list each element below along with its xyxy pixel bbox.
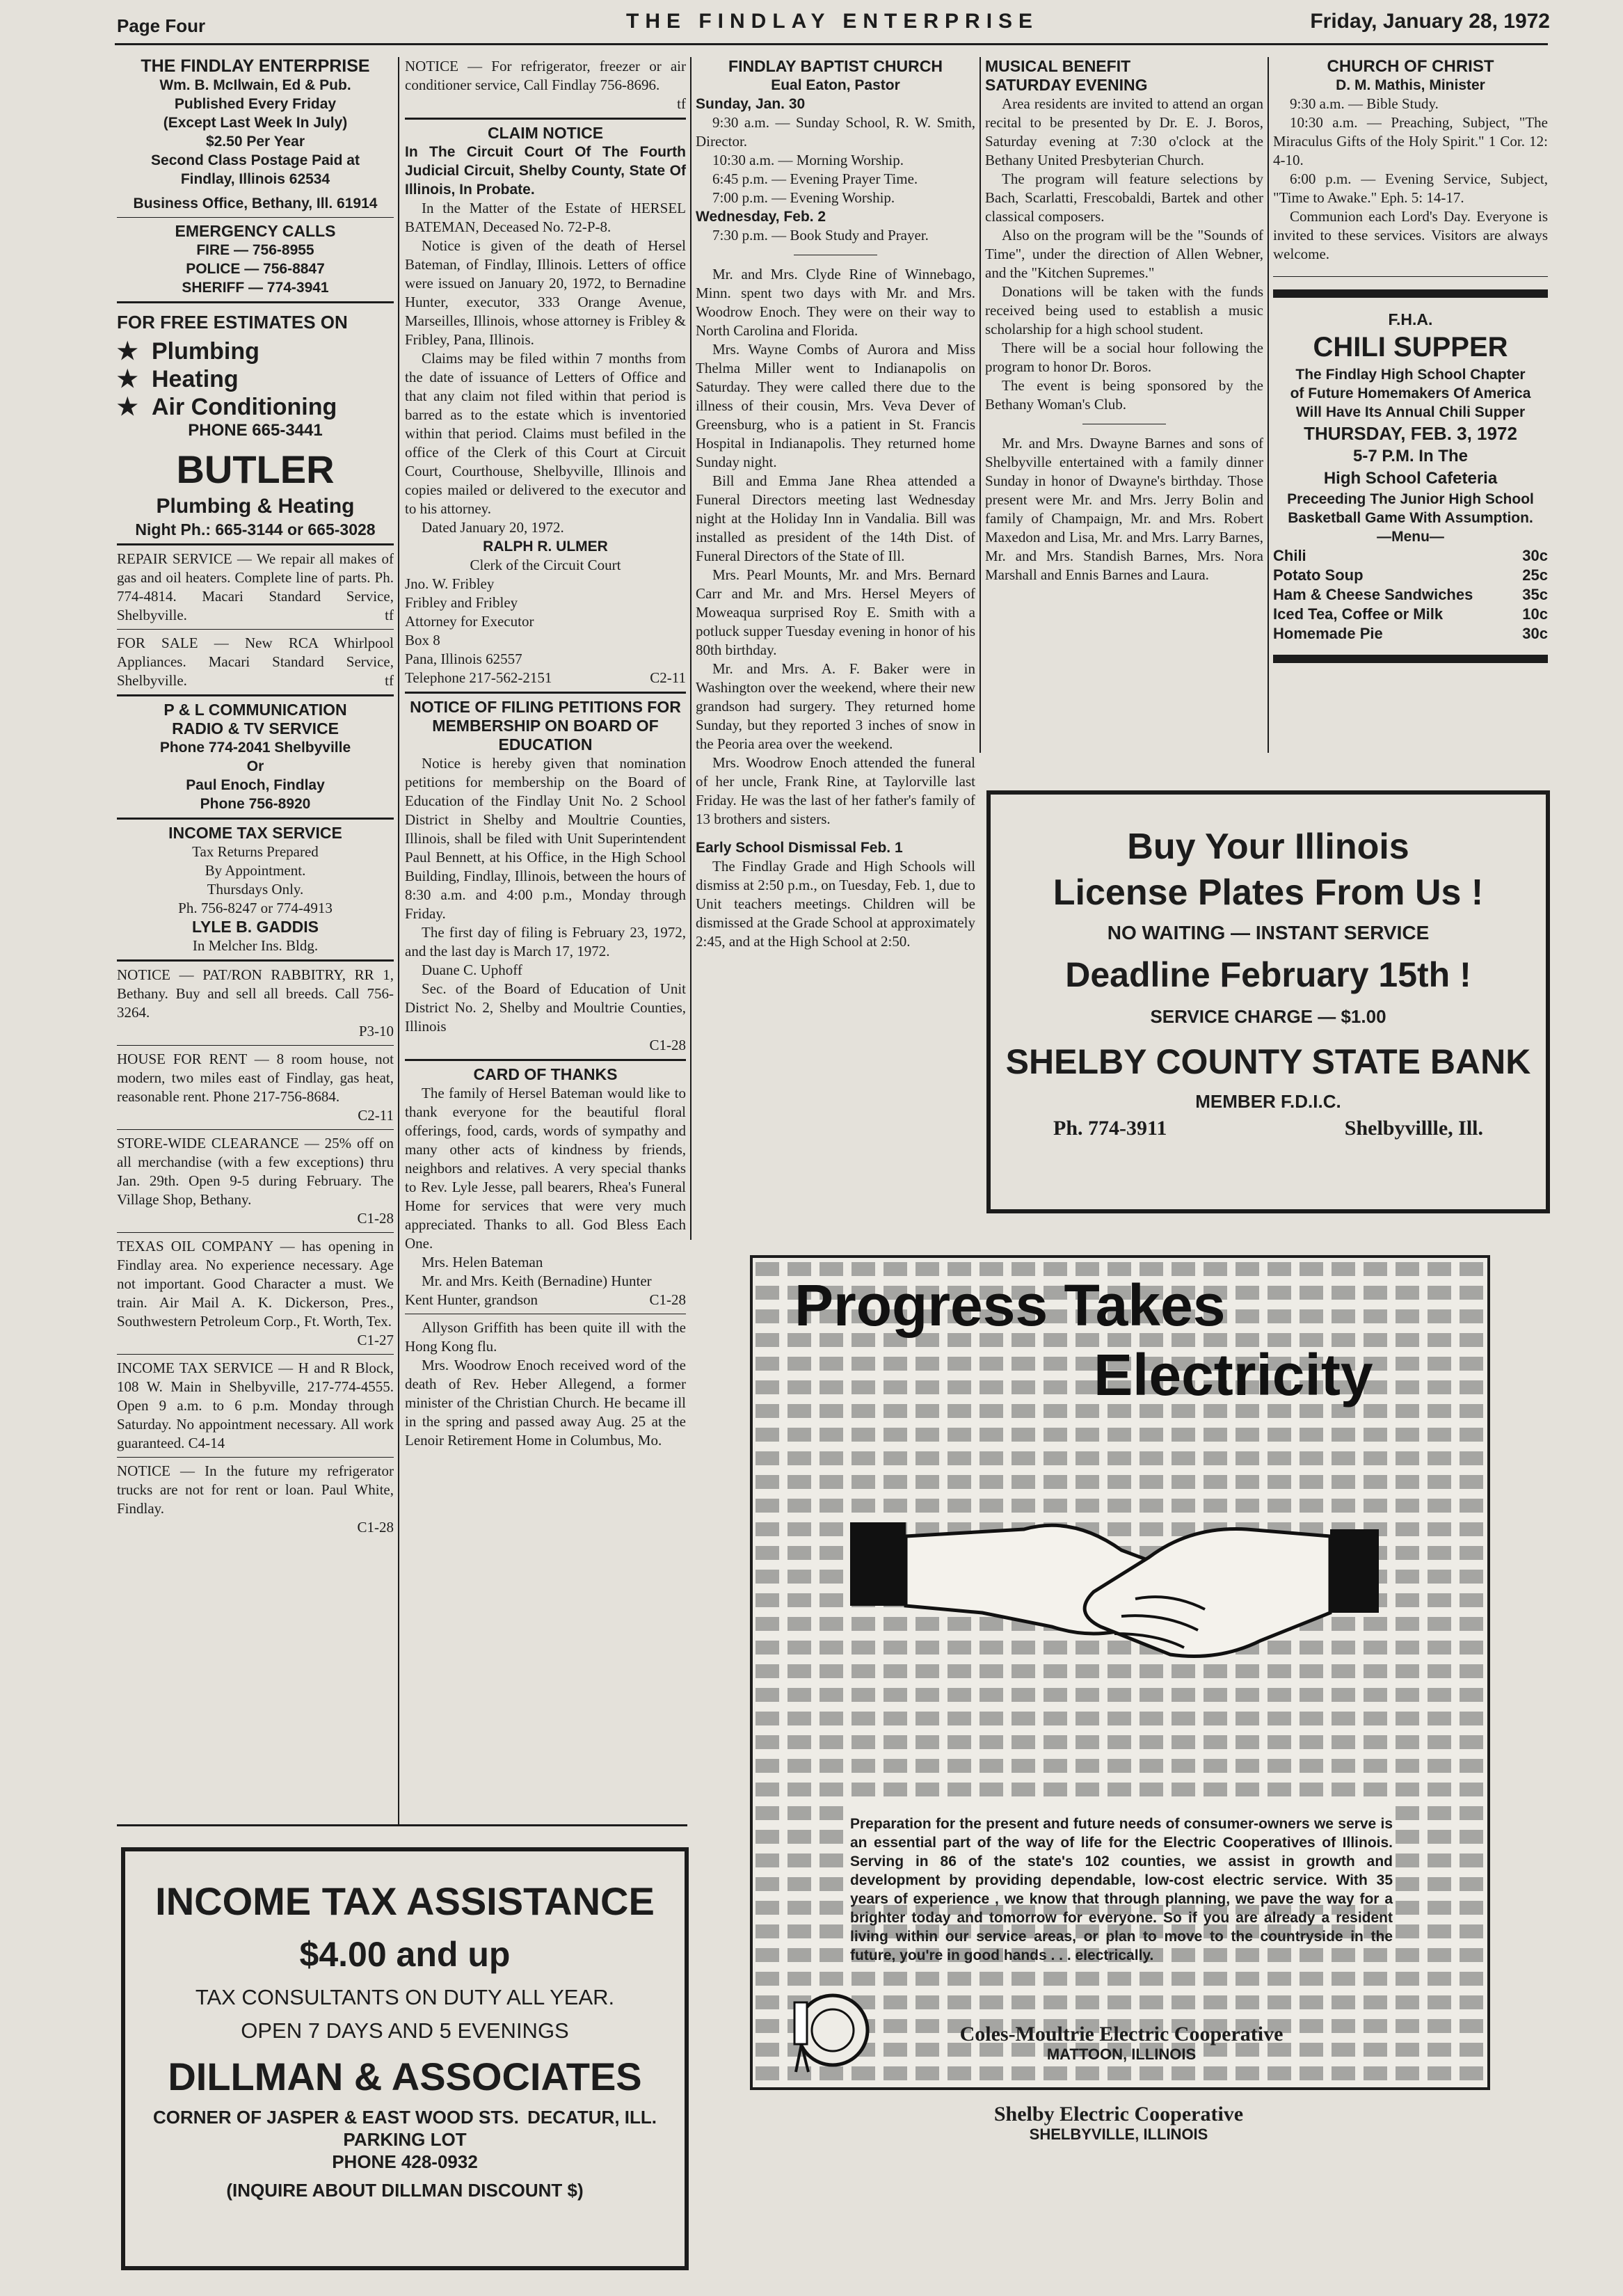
- column-5: [1273, 57, 1548, 663]
- masthead-rule: [115, 43, 1548, 45]
- classified-store: STORE-WIDE CLEARANCE — 25% off on all merchandise (with a few exceptions) thru Jan. 29th. Open 9-5 during February. The Village Shop, Bethany.: [117, 1135, 394, 1208]
- butler-name: BUTLER: [176, 447, 335, 491]
- baptist-service: 10:30 a.m. — Morning Worship.: [712, 152, 904, 168]
- claim-para3: Claims may be filed within 7 months from the date of issuance of Letters of Office and that any claim not filed within that period is barred as to the estate which is inventoried within that period. Claims must befiled in the office of the Clerk of this Court at Circuit Court, Courthouse, Shelbyville, Illinois and copies mailed or delivered to the executor and to his attorney.: [405, 350, 686, 517]
- fire-phone: FIRE — 756-8955: [196, 242, 314, 258]
- plumbing-item: ★ Plumbing: [117, 338, 259, 365]
- baptist-service: 9:30 a.m. — Sunday School, R. W. Smith, Director.: [696, 114, 975, 150]
- musical-para: The program will feature selections by Bach, Scarlatti, Frescobaldi, Bartek and other classical composers.: [985, 170, 1263, 225]
- tax-ad-title: INCOME TAX ASSISTANCE: [155, 1879, 655, 1923]
- pl-title: P & L COMMUNICATION: [163, 701, 347, 719]
- bank-no-waiting: NO WAITING — INSTANT SERVICE: [1107, 922, 1430, 943]
- fha-date: THURSDAY, FEB. 3, 1972: [1304, 423, 1517, 444]
- dismissal-body: The Findlay Grade and High Schools will dismiss at 2:50 p.m., on Tuesday, Feb. 1, due to Unit teachers meetings. Children will be dismissed at the Grade School at approximately 2:45, and at the High School at 2:50.: [696, 858, 975, 950]
- section-rule: [117, 1824, 687, 1826]
- baptist-pastor: Eual Eaton, Pastor: [771, 77, 900, 93]
- bank-name: SHELBY COUNTY STATE BANK: [1005, 1042, 1531, 1081]
- column-rule: [690, 57, 691, 1240]
- claim-attorney: Jno. W. Fribley: [405, 575, 495, 592]
- itax-line1: Tax Returns Prepared: [192, 843, 319, 860]
- filing-signature-title: Sec. of the Board of Education of Unit District No. 2, Shelby and Moultrie Counties, Illinois: [405, 980, 686, 1035]
- butler-subtitle: Plumbing & Heating: [156, 495, 355, 518]
- coop1-city: MATTOON, ILLINOIS: [1046, 2046, 1197, 2063]
- butler-night: Night Ph.: 665-3144 or 665-3028: [135, 520, 376, 539]
- musical-para: Area residents are invited to attend an organ recital to be presented by Dr. E. J. Boros, Saturday evening at 7:30 o'clock at the Bethany United Presbyterian Church.: [985, 95, 1263, 168]
- claim-attorney: Attorney for Executor: [405, 613, 534, 630]
- tax-ad-parking: PARKING LOT: [343, 2129, 467, 2150]
- musical-subtitle: SATURDAY EVENING: [985, 76, 1148, 94]
- christ-church-minister: D. M. Mathis, Minister: [1336, 77, 1485, 93]
- news-item: Bill and Emma Jane Rhea attended a Funeral Directors meeting last Wednesday night at the Holiday Inn in Vandalia. Bill was installed as president of the 14th Dist. of Funeral Directors of the State of Ill.: [696, 472, 975, 564]
- classified-code: tf: [677, 95, 686, 112]
- pl-phone: Phone 774-2041 Shelbyville: [159, 740, 351, 756]
- filing-title: NOTICE OF FILING PETITIONS FOR MEMBERSHIP ON BOARD OF EDUCATION: [410, 698, 681, 754]
- claim-attorney: Fribley and Fribley: [405, 594, 518, 611]
- tax-ad-phone: PHONE 428-0932: [332, 2151, 478, 2172]
- star-icon: ★: [117, 394, 138, 420]
- fha-preceding: Basketball Game With Assumption.: [1288, 510, 1533, 526]
- tax-ad-inquire: (INQUIRE ABOUT DILLMAN DISCOUNT $): [226, 2180, 584, 2201]
- itax-location: In Melcher Ins. Bldg.: [192, 937, 319, 954]
- tax-ad-consultants: TAX CONSULTANTS ON DUTY ALL YEAR.: [195, 1985, 615, 2009]
- fha-preceding: Preceeding The Junior High School: [1287, 491, 1534, 507]
- classified-code: C1-28: [357, 1210, 394, 1227]
- claim-clerk: RALPH R. ULMER: [483, 539, 608, 555]
- column-3: [696, 57, 975, 951]
- estimates-heading: FOR FREE ESTIMATES ON: [117, 312, 348, 333]
- menu-item-price: 30c: [1522, 625, 1548, 642]
- fha-menu-item: [1273, 546, 1548, 566]
- thanks-signature: Kent Hunter, grandson C1-28: [405, 1291, 686, 1308]
- claim-para2: Notice is given of the death of Hersel Bateman, of Findlay, Illinois. Letters of office were issued on January 20, 1972, to Bernadine Hunter, executor, 333 Orange Avenue, Marseilles, Illinois, whose attorney is Fribley & Fribley, Pana, Illinois.: [405, 237, 686, 348]
- baptist-service: 7:30 p.m. — Book Study and Prayer.: [712, 227, 929, 244]
- classified-hr-block: INCOME TAX SERVICE — H and R Block, 108 W. Main in Shelbyville, 217-774-4555. Open 9 a.m. to 6 p.m. Monday through Saturday. No appointment necessary. All work guaranteed. C4-14: [117, 1360, 394, 1451]
- menu-item-name: Ham & Cheese Sandwiches: [1273, 586, 1473, 603]
- christ-service: Communion each Lord's Day. Everyone is invited to these services. Visitors are always welcome.: [1273, 208, 1548, 262]
- itax-name: LYLE B. GADDIS: [192, 918, 319, 936]
- tax-ad-price: $4.00 and up: [299, 1935, 511, 1974]
- coop2-name: Shelby Electric Cooperative: [993, 2103, 1244, 2126]
- fha-menu-item: [1273, 605, 1548, 624]
- classified-texas: TEXAS OIL COMPANY — has opening in Findlay area. No experience necessary. Age not important. Good Character a must. We train. Air Mail A. K. Dickerson, Pres., Southwestern Petroleum Corp., Ft. Worth, Tex.: [117, 1238, 394, 1330]
- menu-item-name: Potato Soup: [1273, 566, 1364, 584]
- pub-title: THE FINDLAY ENTERPRISE: [141, 56, 370, 76]
- filing-para1: Notice is hereby given that nomination petitions for membership on the Board of Education of the Findlay Unit No. 2 School District in Shelby and Moultrie Counties, Illinois, shall be filed with Unit Superintendent Paul Bennett, at his Office, in the High School Building, Findlay, Illinois, between the hours of 8:30 a.m. and 4:00 p.m., Monday through Friday.: [405, 755, 686, 922]
- filing-para2: The first day of filing is February 23, 1972, and the last day is March 17, 1972.: [405, 924, 686, 959]
- itax-line3: Thursdays Only.: [207, 881, 304, 898]
- thanks-signature: Mrs. Helen Bateman: [422, 1254, 543, 1270]
- pub-postage: Second Class Postage Paid at: [151, 152, 360, 168]
- tax-ad-name: DILLMAN & ASSOCIATES: [168, 2055, 642, 2098]
- baptist-service: 6:45 p.m. — Evening Prayer Time.: [712, 170, 918, 187]
- itax-line4: Ph. 756-8247 or 774-4913: [178, 900, 333, 916]
- pub-postage-city: Findlay, Illinois 62534: [180, 171, 330, 187]
- claim-attorney: Pana, Illinois 62557: [405, 651, 522, 667]
- column-4: [985, 57, 1263, 584]
- christ-service: 9:30 a.m. — Bible Study.: [1290, 95, 1439, 112]
- baptist-wednesday: Wednesday, Feb. 2: [696, 209, 826, 225]
- fha-menu-item: [1273, 566, 1548, 585]
- thanks-title: CARD OF THANKS: [473, 1065, 618, 1083]
- bank-headline: License Plates From Us !: [1053, 872, 1484, 913]
- bank-deadline: Deadline February 15th !: [1065, 955, 1471, 994]
- menu-item-price: 35c: [1522, 586, 1548, 603]
- classified-house: HOUSE FOR RENT — 8 room house, not modern, two miles east of Findlay, gas heat, reasonable rent. Phone 217-756-8684.: [117, 1051, 394, 1105]
- menu-item-name: Homemade Pie: [1273, 625, 1383, 642]
- musical-para: The event is being sponsored by the Bethany Woman's Club.: [985, 377, 1263, 413]
- news-item: Mrs. Woodrow Enoch attended the funeral of her uncle, Frank Rine, at Taylorville last Friday. He was the last of her father's family of 13 brothers and sisters.: [696, 754, 975, 827]
- musical-para: Donations will be taken with the funds received being used to establish a music scholarship for a high school student.: [985, 283, 1263, 337]
- fha-line: The Findlay High School Chapter: [1295, 367, 1526, 383]
- pub-frequency: Published Every Friday: [174, 96, 337, 112]
- column-2: [405, 57, 686, 1450]
- electric-title1: Progress Takes: [794, 1273, 1226, 1338]
- cooperative-logo-icon: [774, 1988, 871, 2079]
- news-item: Mrs. Wayne Combs of Aurora and Miss Thelma Miller went to Indianapolis on Saturday. They were called there due to the illness of their cousin, Mrs. Veva Dever of Greensburg, who is a patient in St. Francis Hospital in Indianapolis. They returned home Sunday night.: [696, 341, 975, 470]
- coop2-city: SHELBYVILLE, ILLINOIS: [1029, 2126, 1208, 2143]
- baptist-sunday: Sunday, Jan. 30: [696, 96, 806, 112]
- christ-service: 10:30 a.m. — Preaching, Subject, "The Miraculus Gifts of the Holy Spirit." 1 Cor. 12: 4-10.: [1273, 114, 1548, 168]
- musical-para: Also on the program will be the "Sounds of Time", under the direction of Allen Webner, and the "Kitchen Supremes.": [985, 227, 1263, 281]
- pl-or: Or: [246, 758, 264, 774]
- menu-item-price: 30c: [1522, 547, 1548, 564]
- star-icon: ★: [117, 338, 138, 365]
- column-1: [117, 57, 394, 1537]
- bank-headline: Buy Your Illinois: [1127, 827, 1409, 867]
- classified-forsale: FOR SALE — New RCA Whirlpool Appliances. Macari Standard Service, Shelbyville. tf: [117, 635, 394, 689]
- pub-office: Business Office, Bethany, Ill. 61914: [133, 196, 378, 212]
- bank-charge: SERVICE CHARGE — $1.00: [1150, 1006, 1386, 1027]
- fha-menu-item: [1273, 624, 1548, 644]
- item-enoch: Mrs. Woodrow Enoch received word of the death of Rev. Heber Allegend, a former minister of the Christian Church. He became ill in the spring and passed away Aug. 25 at the Lenoir Retirement Home in Columbus, Mo.: [405, 1357, 686, 1449]
- classified-code: C1-27: [357, 1332, 394, 1348]
- thanks-body: The family of Hersel Bateman would like to thank everyone for the beautiful floral offerings, food, cards, words of sympathy and many other acts of kindness by friends, neighbors and relatives. A very special thanks to Rev. Lyle Jesse, pall bearers, Rhea's Funeral Home for services that were very much appreciated. Thanks to all. God Bless Each One.: [405, 1085, 686, 1252]
- claim-court: In The Circuit Court Of The Fourth Judicial Circuit, Shelby County, State Of Illinois, In Probate.: [405, 144, 686, 198]
- christ-service: 6:00 p.m. — Evening Service, Subject, "Time to Awake." Eph. 5: 14-17.: [1273, 170, 1548, 206]
- emergency-title: EMERGENCY CALLS: [175, 222, 336, 240]
- claim-dated: Dated January 20, 1972.: [422, 519, 564, 536]
- musical-para: There will be a social hour following the program to honor Dr. Boros.: [985, 340, 1263, 375]
- fha-menu-heading: —Menu—: [1377, 529, 1444, 545]
- menu-item-name: Iced Tea, Coffee or Milk: [1273, 605, 1444, 623]
- fha-org: F.H.A.: [1388, 310, 1433, 328]
- news-item: Mrs. Pearl Mounts, Mr. and Mrs. Bernard Carr and Mr. and Mrs. Hersel Meyers of Moweaqua surprised Roy E. Smith with a potluck supper Tuesday evening in honor of his 80th birthday.: [696, 566, 975, 658]
- classified-repair: REPAIR SERVICE — We repair all makes of gas and oil heaters. Complete line of parts. Ph. 774-4814. Macari Standard Service, Shelbyville. tf: [117, 550, 394, 623]
- claim-attorney: Box 8: [405, 632, 440, 648]
- notice-refrigerator-service: NOTICE — For refrigerator, freezer or air conditioner service, Call Findlay 756-8696.: [405, 58, 686, 93]
- claim-telephone: Telephone 217-562-2151 C2-11: [405, 669, 686, 686]
- newspaper-name: THE FINDLAY ENTERPRISE: [626, 10, 1039, 33]
- menu-item-name: Chili: [1273, 547, 1306, 564]
- fha-menu-item: [1273, 585, 1548, 605]
- tax-ad-address: CORNER OF JASPER & EAST WOOD STS. DECATUR, ILL.: [153, 2107, 657, 2128]
- itax-line2: By Appointment.: [205, 862, 306, 879]
- coop1-name: Coles-Moultrie Electric Cooperative: [959, 2023, 1284, 2046]
- pub-price: $2.50 Per Year: [205, 134, 305, 150]
- menu-item-price: 10c: [1522, 605, 1548, 623]
- pub-editor: Wm. B. McIlwain, Ed & Pub.: [159, 77, 351, 93]
- claim-title: CLAIM NOTICE: [487, 124, 604, 142]
- classified-code: C2-11: [358, 1107, 394, 1124]
- police-phone: POLICE — 756-8847: [186, 261, 325, 277]
- butler-phone: PHONE 665-3441: [188, 421, 323, 440]
- ac-item: ★ Air Conditioning: [117, 394, 337, 420]
- musical-title: MUSICAL BENEFIT: [985, 57, 1131, 75]
- news-item: Mr. and Mrs. Clyde Rine of Winnebago, Minn. spent two days with Mr. and Mrs. Woodrow Enoch. They were on their way to North Carolina and Florida.: [696, 266, 975, 339]
- itax-title: INCOME TAX SERVICE: [168, 824, 342, 842]
- bank-city: Shelbyvillle, Ill.: [1344, 1117, 1483, 1140]
- star-icon: ★: [117, 366, 138, 392]
- classified-code: C1-28: [357, 1519, 394, 1536]
- christ-church-title: CHURCH OF CHRIST: [1327, 57, 1494, 76]
- issue-date: Friday, January 28, 1972: [1310, 10, 1550, 33]
- filing-signature: Duane C. Uphoff: [422, 962, 522, 978]
- fha-line: Will Have Its Annual Chili Supper: [1295, 404, 1526, 420]
- heating-item: ★ Heating: [117, 366, 239, 392]
- fha-title: CHILI SUPPER: [1313, 332, 1508, 362]
- claim-clerk-title: Clerk of the Circuit Court: [470, 557, 621, 573]
- news-item: Mr. and Mrs. Dwayne Barnes and sons of Shelbyville entertained with a family dinner Sunday in honor of Dwayne's birthday. Those present were Mr. and Mrs. Jerry Bolin and family of Champaign, Mr. and Mrs. Robert Maxedon and Lisa, Mr. and Mrs. Larry Barnes, Mr. and Mrs. Standish Barnes, Mrs. Nora Marshall and Ennis Barnes and Laura.: [985, 435, 1263, 583]
- electric-title2: Electricity: [1094, 1342, 1373, 1408]
- baptist-title: FINDLAY BAPTIST CHURCH: [728, 57, 943, 75]
- pub-exception: (Except Last Week In July): [163, 115, 348, 131]
- bank-phone: Ph. 774-3911: [1053, 1117, 1167, 1140]
- pl-name: Paul Enoch, Findlay: [186, 777, 325, 793]
- sheriff-phone: SHERIFF — 774-3941: [182, 280, 329, 296]
- bank-member: MEMBER F.D.I.C.: [1195, 1091, 1341, 1112]
- fha-time: 5-7 P.M. In The: [1353, 447, 1468, 465]
- column-rule: [1268, 57, 1269, 753]
- classified-code: P3-10: [358, 1023, 394, 1039]
- dismissal-title: Early School Dismissal Feb. 1: [696, 840, 903, 856]
- bank-ad: [986, 790, 1550, 1213]
- page-number: Page Four: [117, 15, 206, 36]
- claim-para1: In the Matter of the Estate of HERSEL BATEMAN, Deceased No. 72-P-8.: [405, 200, 686, 235]
- pl-phone2: Phone 756-8920: [200, 796, 311, 812]
- news-item: Mr. and Mrs. A. F. Baker were in Washington over the weekend, where their new grandson had surgery. They returned home Sunday, but they reported 3 inches of snow in the Peoria area over the weekend.: [696, 660, 975, 752]
- electric-ad: [750, 1255, 1490, 2090]
- classified-rabbitry: NOTICE — PAT/RON RABBITRY, RR 1, Bethany. Buy and sell all breeds. Call 756-3264.: [117, 966, 394, 1021]
- column-rule: [398, 57, 399, 1824]
- fha-place: High School Cafeteria: [1323, 469, 1498, 488]
- classified-code: C1-28: [649, 1037, 686, 1053]
- bank-contact: [991, 1113, 1546, 1144]
- menu-item-price: 25c: [1522, 566, 1548, 584]
- handshake-icon: [843, 1488, 1400, 1682]
- pl-subtitle: RADIO & TV SERVICE: [172, 719, 339, 738]
- tax-ad-open: OPEN 7 DAYS AND 5 EVENINGS: [241, 2018, 569, 2043]
- electric-body: Preparation for the present and future needs of consumer-owners we serve is an essential part of the way of life for the Electric Cooperatives of Illinois. Serving in 86 of the state's 102 counties, we assist in growth and development by providing dependable, low-cost electric service. With 35 years of experience , we know that through planning, we pave the way for a brighter today and tomorrow for everyone. So if you are already a resident living within our service areas, or plan to move to the countryside in the future, you're in good hands . . . electrically.: [850, 1816, 1393, 1963]
- baptist-service: 7:00 p.m. — Evening Worship.: [712, 189, 895, 206]
- thanks-signature: Mr. and Mrs. Keith (Bernadine) Hunter: [422, 1273, 652, 1289]
- classified-refrigerator: NOTICE — In the future my refrigerator trucks are not for rent or loan. Paul White, Findlay.: [117, 1462, 394, 1517]
- fha-line: of Future Homemakers Of America: [1290, 385, 1531, 401]
- column-rule: [980, 57, 981, 753]
- fha-menu-list: [1273, 546, 1548, 644]
- item-allyson: Allyson Griffith has been quite ill with the Hong Kong flu.: [405, 1319, 686, 1355]
- income-tax-ad: [121, 1847, 689, 2270]
